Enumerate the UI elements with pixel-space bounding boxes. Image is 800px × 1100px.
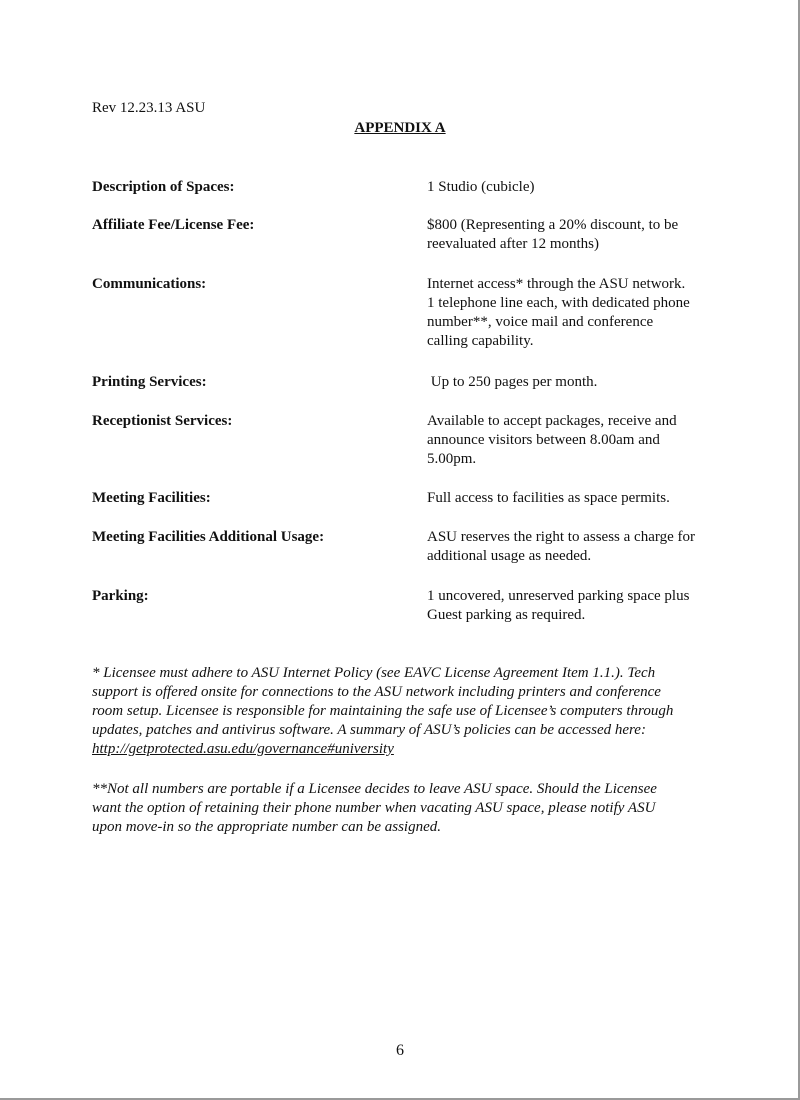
footnote-line: support is offered onsite for connections to the ASU network including printers and conference [92,684,661,700]
footnote-line: upon move-in so the appropriate number can be assigned. [92,819,441,835]
row-value [427,275,727,351]
row-value [427,373,727,392]
value-line: Available to accept packages, receive and [427,413,677,429]
policy-link[interactable]: http://getprotected.asu.edu/governance#university [92,741,394,757]
value-line: Guest parking as required. [427,607,586,623]
row-value [427,528,727,566]
value-line: 1 telephone line each, with dedicated phone [427,295,690,311]
value-line: number**, voice mail and conference [427,314,654,330]
row-label: Communications: [92,276,207,292]
row-value [427,216,727,254]
value-line: additional usage as needed. [427,548,592,564]
value-line: Internet access* through the ASU network. [427,276,686,292]
revision-label: Rev 12.23.13 ASU [92,100,206,116]
value-line: $800 (Representing a 20% discount, to be [427,217,679,233]
row-label: Meeting Facilities: [92,490,211,506]
footnote-internet-policy [92,664,732,759]
value-line: calling capability. [427,333,534,349]
footnote-phone-numbers [92,780,732,837]
value-line: ASU reserves the right to assess a charge for [427,529,695,545]
row-value [427,178,727,197]
page-title: APPENDIX A [354,120,446,136]
footnote-line: room setup. Licensee is responsible for maintaining the safe use of Licensee’s computers through [92,703,674,719]
value-line: announce visitors between 8.00am and [427,432,660,448]
row-label: Meeting Facilities Additional Usage: [92,529,325,545]
row-label: Parking: [92,588,149,604]
footnote-line: * Licensee must adhere to ASU Internet Policy (see EAVC License Agreement Item 1.1.). Tech [92,665,656,681]
row-value [427,587,727,625]
value-line: Up to 250 pages per month. [427,374,598,390]
value-line: Full access to facilities as space permits. [427,490,670,506]
value-line: 1 uncovered, unreserved parking space plus [427,588,690,604]
value-line: reevaluated after 12 months) [427,236,600,252]
footnote-line: want the option of retaining their phone number when vacating ASU space, please notify ASU [92,800,656,816]
page-number: 6 [396,1042,404,1059]
row-label: Printing Services: [92,374,207,390]
row-label: Receptionist Services: [92,413,233,429]
footnote-line: **Not all numbers are portable if a Licensee decides to leave ASU space. Should the Licensee [92,781,657,797]
row-value [427,489,727,508]
row-label: Description of Spaces: [92,179,235,195]
row-label: Affiliate Fee/License Fee: [92,217,255,233]
value-line: 1 Studio (cubicle) [427,179,535,195]
value-line: 5.00pm. [427,451,477,467]
row-value [427,412,727,469]
footnote-line: updates, patches and antivirus software. A summary of ASU’s policies can be accessed here: [92,722,646,738]
